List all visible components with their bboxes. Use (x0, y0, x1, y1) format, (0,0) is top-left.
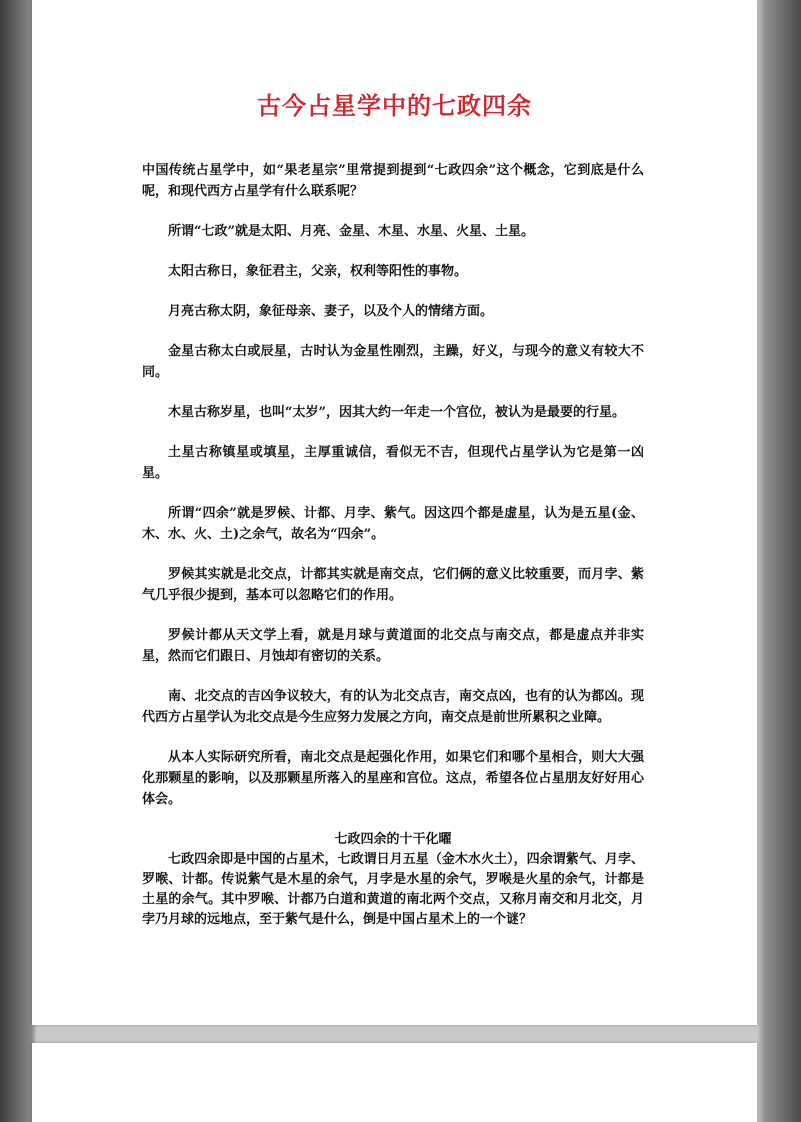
paragraph-intro: 中国传统占星学中，如“果老星宗”里常提到提到“七政四余”这个概念，它到底是什么呢，和现代西方占星学有什么联系呢？ (142, 163, 644, 199)
paragraph-siyu: 所谓“四余”就是罗候、计都、月孛、紫气。因这四个都是虚星，认为是五星(金、木、水、火、土)之余气，故名为“四余”。 (142, 506, 644, 542)
document-page (32, 0, 757, 1025)
paragraph-sun: 太阳古称日，象征君主，父亲，权利等阳性的事物。 (168, 264, 468, 279)
paragraph-final: 七政四余即是中国的占星术，七政谓日月五星（金木水火土），四余谓紫气、月孛、罗喉、计都。传说紫气是木星的余气，月孛是水星的余气，罗喉是火星的余气，计都是土星的余气。其中罗喉、计都乃白道和黄道的南北两个交点，又称月南交和月北交，月孛乃月球的远地点，至于紫气是什么，倒是中国占星术上的一个谜？ (142, 852, 644, 927)
paragraph-controversy: 南、北交点的吉凶争议较大，有的认为北交点吉，南交点凶，也有的认为都凶。现代西方占星学认为北交点是今生应努力发展之方向，南交点是前世所累积之业障。 (142, 689, 644, 725)
paragraph-research: 从本人实际研究所看，南北交点是起强化作用，如果它们和哪个星相合，则大大强化那颗星的影响，以及那颗星所落入的星座和宫位。这点，希望各位占星朋友好好用心体会。 (142, 750, 644, 807)
section-heading: 七政四余的十干化曜 (334, 832, 452, 847)
paragraph-astronomy: 罗候计都从天文学上看，就是月球与黄道面的北交点与南交点，都是虚点并非实星，然而它们跟日、月蚀却有密切的关系。 (142, 628, 644, 664)
document-body (142, 160, 644, 930)
paragraph-moon: 月亮古称太阴，象征母亲、妻子，以及个人的情绪方面。 (168, 304, 494, 319)
paragraph-qizheng: 所谓“七政”就是太阳、月亮、金星、木星、水星、火星、土星。 (168, 224, 534, 239)
paragraph-jupiter: 木星古称岁星，也叫“太岁”，因其大约一年走一个宫位，被认为是最要的行星。 (168, 405, 625, 420)
paragraph-venus: 金星古称太白或辰星，古时认为金星性刚烈，主躁，好义，与现今的意义有较大不同。 (142, 344, 644, 380)
document-title: 古今占星学中的七政四余 (257, 91, 532, 120)
next-page (32, 1043, 757, 1122)
paragraph-saturn: 土星古称镇星或填星，主厚重诚信，看似无不吉，但现代占星学认为它是第一凶星。 (142, 445, 644, 481)
paragraph-nodes: 罗候其实就是北交点，计都其实就是南交点，它们俩的意义比较重要，而月孛、紫气几乎很少提到，基本可以忽略它们的作用。 (142, 567, 644, 603)
